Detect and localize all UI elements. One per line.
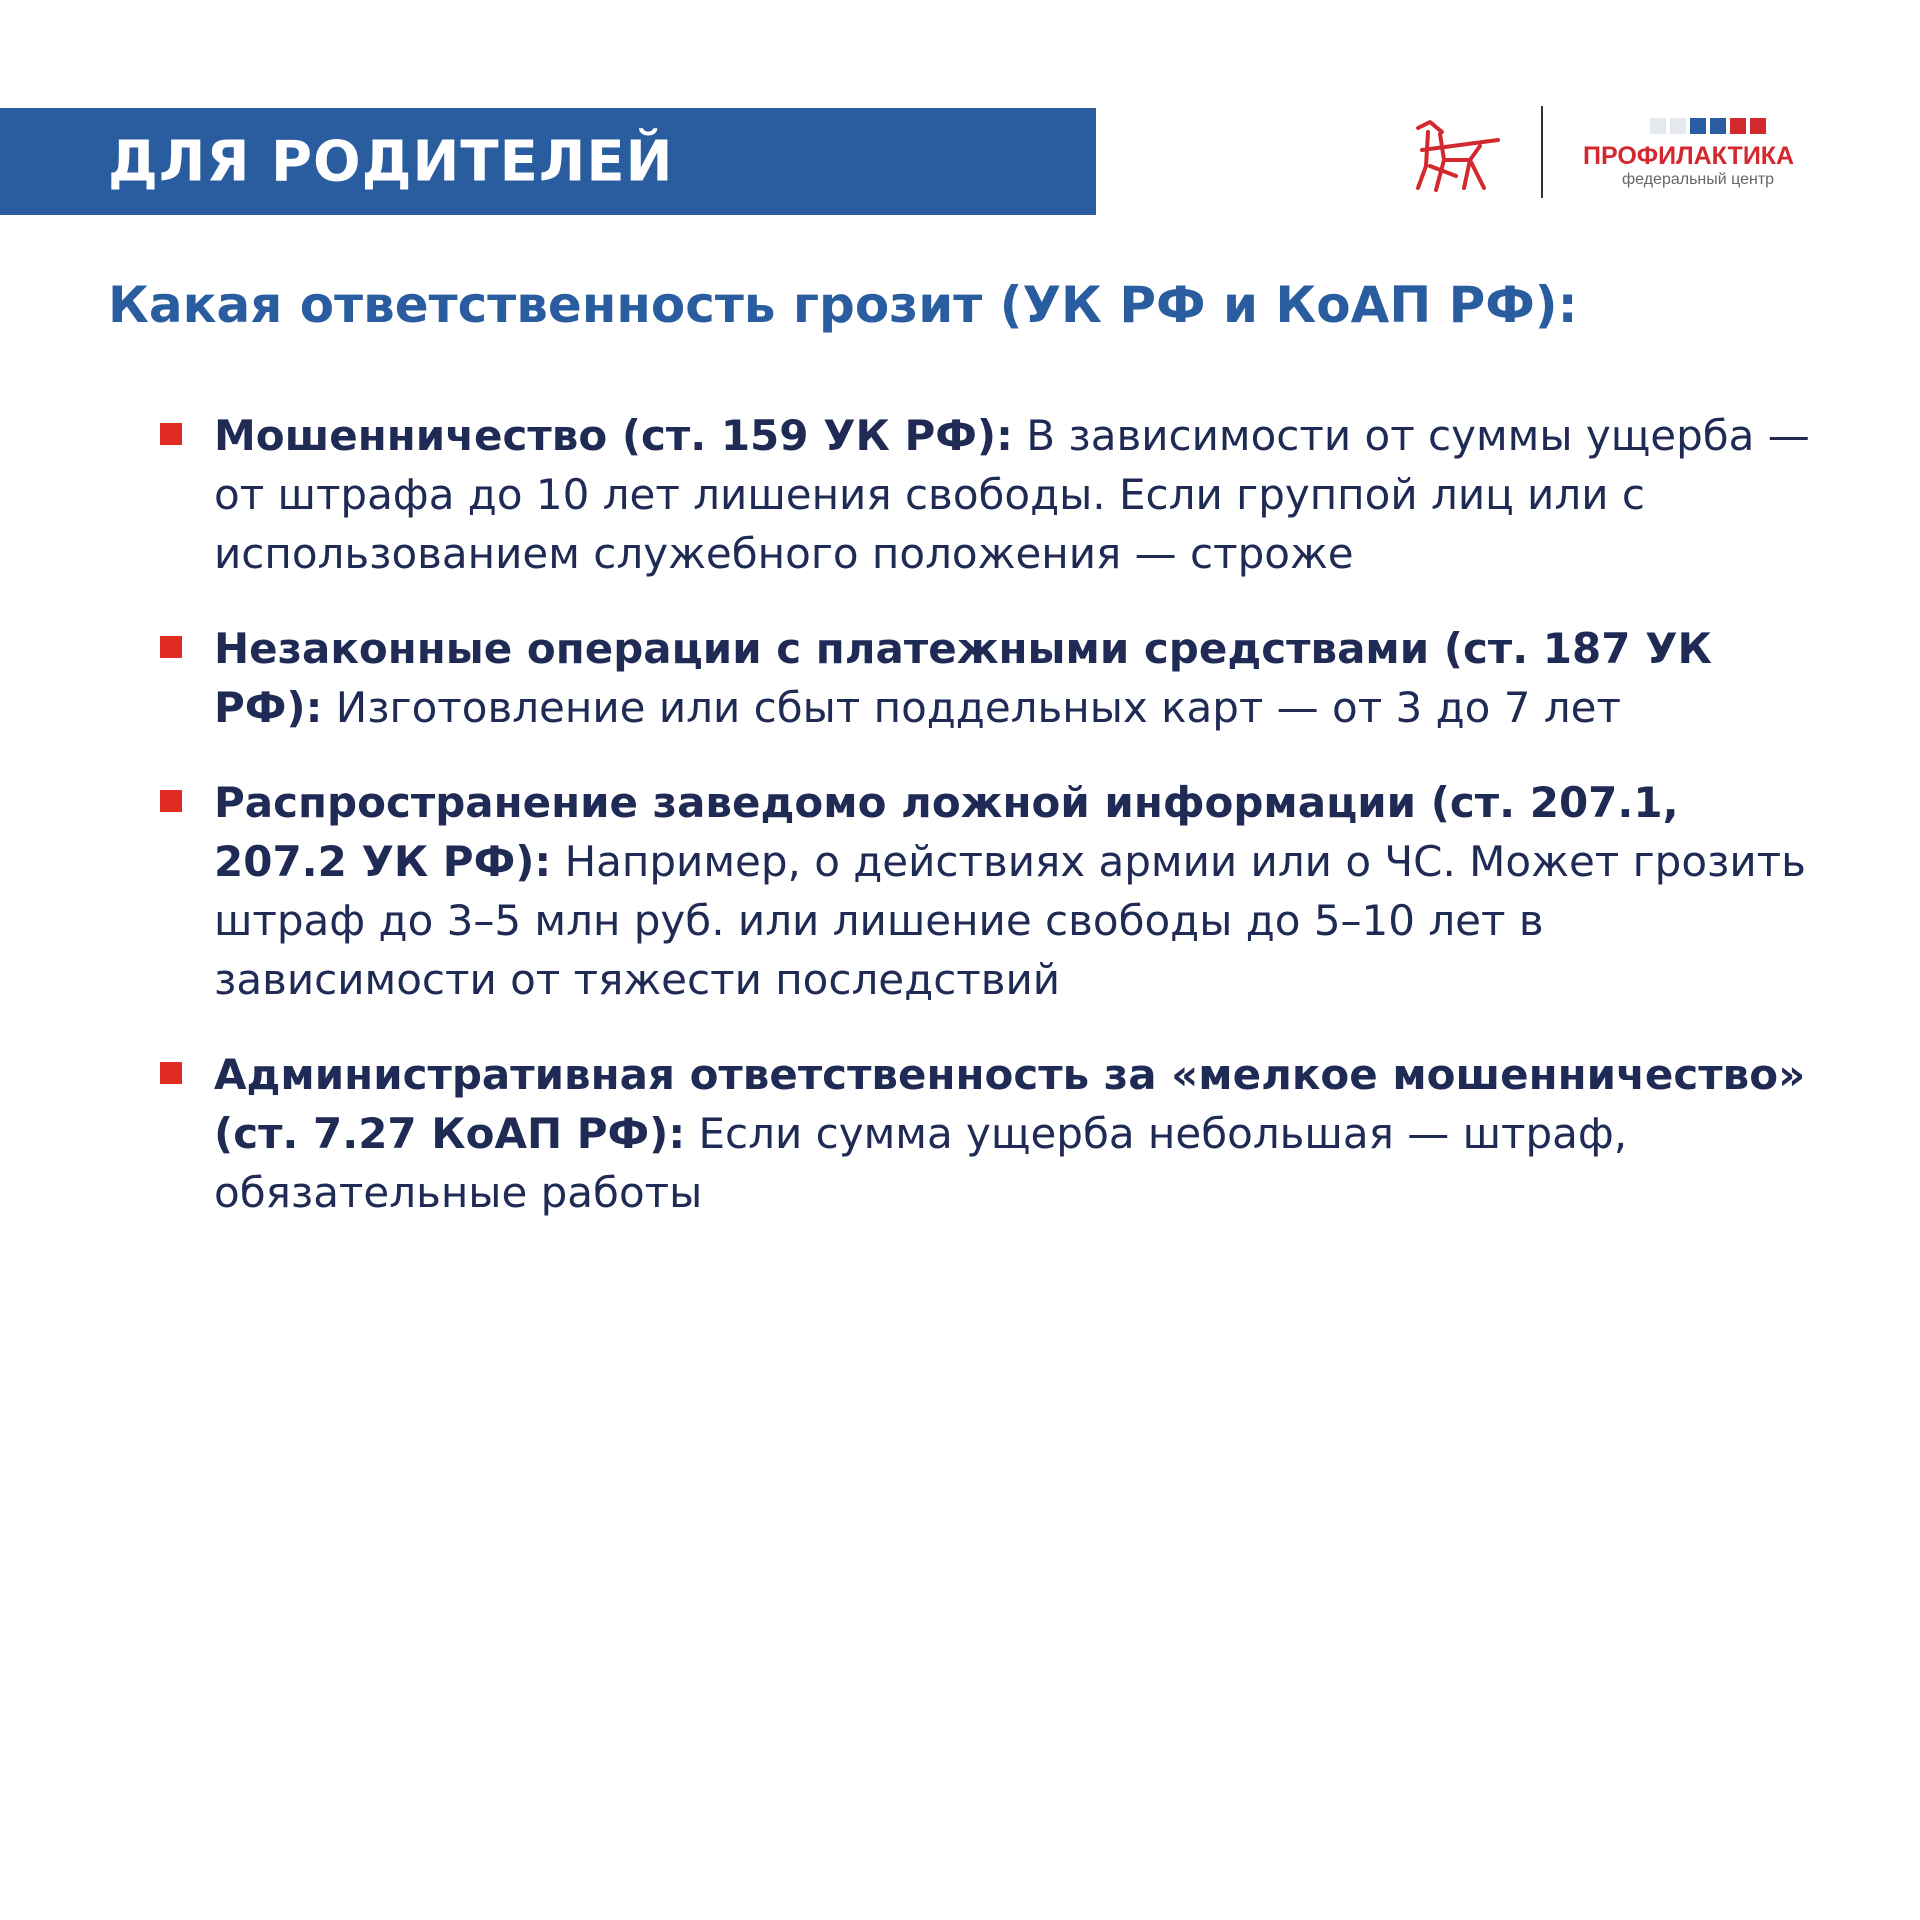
list-item [160, 406, 1820, 583]
item-text: Например, о действиях армии или о ЧС. Может грозить штраф до 3–5 млн руб. или лишение свободы до 5–10 лет в зависимости от тяжести последствий [214, 837, 1806, 1004]
logo-area [1400, 100, 1840, 210]
brand-square [1650, 118, 1666, 134]
brand-square [1670, 118, 1686, 134]
item-title: Мошенничество (ст. 159 УК РФ): [214, 411, 1013, 460]
bullet-square-icon [160, 636, 182, 658]
logo-divider [1541, 106, 1543, 198]
header-banner [0, 108, 1096, 215]
brand-subtitle: федеральный центр [1622, 171, 1775, 188]
list-item [160, 619, 1820, 737]
brand-square [1690, 118, 1706, 134]
bullet-square-icon [160, 423, 182, 445]
list-item [160, 773, 1820, 1009]
page-title: ДЛЯ РОДИТЕЛЕЙ [108, 129, 674, 194]
item-title: Незаконные операции с платежными средствами (ст. 187 УК РФ): [214, 624, 1712, 732]
bullet-square-icon [160, 790, 182, 812]
brand-square [1710, 118, 1726, 134]
list-item [160, 1045, 1820, 1222]
stylized-figure-logo-icon [1414, 114, 1504, 194]
liability-list [160, 406, 1820, 1258]
brand-name: ПРОФИЛАКТИКА [1583, 142, 1795, 170]
bullet-square-icon [160, 1062, 182, 1084]
item-text: В зависимости от суммы ущерба — от штрафа до 10 лет лишения свободы. Если группой лиц или с использованием служебного положения — строже [214, 411, 1810, 578]
section-heading: Какая ответственность грозит (УК РФ и КоАП РФ): [108, 276, 1578, 334]
brand-square [1750, 118, 1766, 134]
item-text: Если сумма ущерба небольшая — штраф, обязательные работы [214, 1109, 1628, 1217]
item-title: Административная ответственность за «мелкое мошенничество» (ст. 7.27 КоАП РФ): [214, 1050, 1806, 1158]
brand-squares [1650, 118, 1766, 134]
item-text: Изготовление или сбыт поддельных карт — от 3 до 7 лет [322, 683, 1621, 732]
brand-square [1730, 118, 1746, 134]
item-title: Распространение заведомо ложной информации (ст. 207.1, 207.2 УК РФ): [214, 778, 1679, 886]
